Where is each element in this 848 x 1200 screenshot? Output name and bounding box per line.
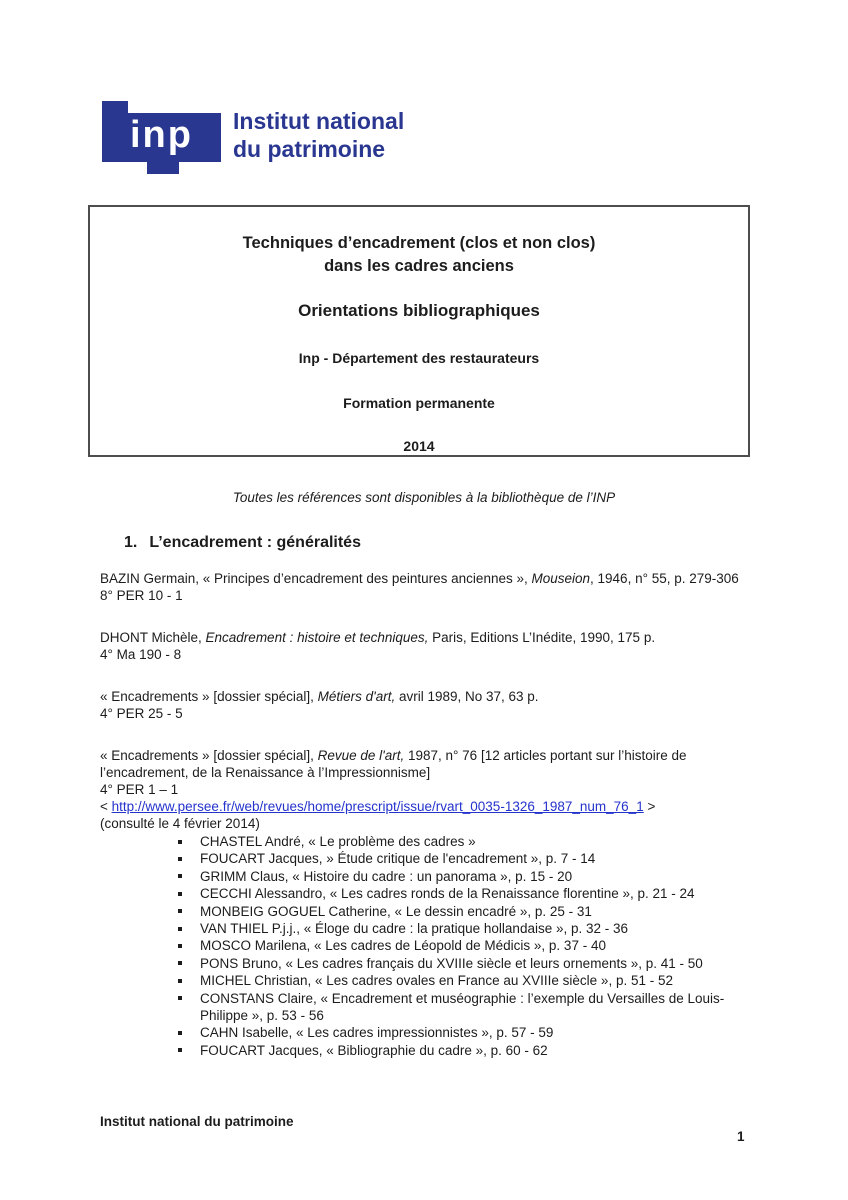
list-item-text: CECCHI Alessandro, « Les cadres ronds de la Renaissance florentine », p. 21 - 24 (200, 886, 695, 902)
page-number: 1 (737, 1129, 745, 1144)
institution-name (233, 107, 404, 163)
list-item-text: MONBEIG GOGUEL Catherine, « Le dessin encadré », p. 25 - 31 (200, 903, 592, 919)
list-item-text: VAN THIEL P.j.j., « Éloge du cadre : la pratique hollandaise », p. 32 - 36 (200, 921, 629, 937)
entry-text: , 1946, n° 55, p. 279-306 (590, 571, 739, 586)
bib-entry-text (100, 629, 754, 646)
institution-name-line1: Institut national (233, 108, 405, 134)
document-subtitle: Orientations bibliographiques (298, 301, 540, 320)
entry-text: avril 1989, No 37, 63 p. (395, 689, 539, 704)
entry-text: DHONT Michèle, (100, 630, 206, 645)
year-line: 2014 (403, 438, 435, 454)
entry-text: « Encadrements » [dossier spécial], (100, 689, 318, 704)
document-title-line2: dans les cadres anciens (324, 257, 514, 275)
list-item (175, 990, 754, 1025)
list-item-text: CAHN Isabelle, « Les cadres impressionnistes », p. 57 - 59 (200, 1025, 554, 1041)
entry-journal: Mouseion (531, 571, 591, 586)
link-line (100, 798, 754, 815)
list-item (175, 1042, 754, 1059)
bullet-icon (178, 892, 182, 896)
list-item (175, 955, 754, 972)
list-item-text: FOUCART Jacques, « Bibliographie du cadre », p. 60 - 62 (200, 1042, 548, 1058)
list-item (175, 903, 754, 920)
call-number: 4° PER 25 - 5 (100, 706, 183, 721)
bullet-icon (178, 874, 182, 878)
bullet-icon (178, 996, 182, 1000)
list-item (175, 972, 754, 989)
list-item-text: MOSCO Marilena, « Les cadres de Léopold de Médicis », p. 37 - 40 (200, 938, 606, 954)
entry-journal: Métiers d'art, (317, 689, 396, 704)
angle-bracket-open: < (100, 799, 112, 814)
entry-text: BAZIN Germain, « Principes d’encadrement des peintures anciennes », (100, 571, 532, 586)
bib-entry-text (100, 688, 754, 705)
angle-bracket-close: > (643, 799, 656, 814)
department-line: Inp - Département des restaurateurs (298, 350, 540, 366)
article-list (100, 833, 754, 1059)
list-item (175, 1024, 754, 1041)
entry-text: 1987, n° 76 [12 articles portant sur l’histoire de l’encadrement, de la Renaissance à l’Impressionnisme] (100, 748, 687, 780)
bullet-icon (178, 1031, 182, 1035)
entry-journal: Revue de l'art, (317, 748, 405, 763)
bib-entry (100, 629, 754, 663)
bullet-icon (178, 979, 182, 983)
call-number: 4° Ma 190 - 8 (100, 647, 182, 662)
list-item-text: GRIMM Claus, « Histoire du cadre : un panorama », p. 15 - 20 (200, 868, 573, 884)
bullet-icon (178, 840, 182, 844)
bib-entry (100, 747, 754, 832)
section-heading (124, 534, 361, 552)
list-item-text: CHASTEL André, « Le problème des cadres » (200, 834, 476, 849)
inp-logo (102, 101, 224, 175)
list-item-text: FOUCART Jacques, » Étude critique de l'encadrement », p. 7 - 14 (200, 851, 596, 867)
list-item (175, 937, 754, 954)
bullet-icon (178, 1048, 182, 1052)
bibliography (100, 570, 754, 1059)
entry-title: Encadrement : histoire et techniques, (205, 630, 429, 645)
program-line: Formation permanente (343, 395, 495, 411)
inp-logo-text: inp (130, 113, 193, 156)
list-item-text: MICHEL Christian, « Les cadres ovales en France au XVIIIe siècle », p. 51 - 52 (200, 973, 673, 989)
bib-entry (100, 570, 754, 604)
bib-entry-text (100, 747, 754, 781)
title-box (88, 205, 750, 457)
document-title (90, 232, 748, 278)
availability-note: Toutes les références sont disponibles à la bibliothèque de l’INP (232, 490, 616, 505)
list-item (175, 850, 754, 867)
document-title-line1: Techniques d’encadrement (clos et non clos) (242, 234, 596, 252)
bib-entry-text (100, 570, 754, 587)
list-item-text: CONSTANS Claire, « Encadrement et muséographie : l’exemple du Versailles de Louis-Philippe », p. 53 - 56 (200, 990, 725, 1024)
inp-logo-bottom-tab (147, 162, 179, 174)
footer-institution: Institut national du patrimoine (100, 1114, 294, 1129)
bullet-icon (178, 961, 182, 965)
bib-entry (100, 688, 754, 722)
list-item (175, 833, 754, 850)
call-number: 4° PER 1 – 1 (100, 782, 179, 797)
list-item (175, 920, 754, 937)
call-number: 8° PER 10 - 1 (100, 588, 183, 603)
section-number: 1. (124, 534, 138, 551)
bullet-icon (178, 944, 182, 948)
institution-name-line2: du patrimoine (233, 136, 386, 162)
consulted-date: (consulté le 4 février 2014) (100, 816, 260, 831)
persee-link[interactable]: http://www.persee.fr/web/revues/home/prescript/issue/rvart_0035-1326_1987_num_76_1 (111, 799, 644, 814)
bullet-icon (178, 857, 182, 861)
list-item (175, 885, 754, 902)
section-title: L’encadrement : généralités (149, 534, 361, 551)
list-item (175, 868, 754, 885)
inp-logo-block (102, 113, 221, 162)
bullet-icon (178, 909, 182, 913)
entry-text: Paris, Editions L’Inédite, 1990, 175 p. (428, 630, 656, 645)
list-item-text: PONS Bruno, « Les cadres français du XVIIIe siècle et leurs ornements », p. 41 - 50 (200, 955, 703, 971)
entry-text: « Encadrements » [dossier spécial], (100, 748, 318, 763)
bullet-icon (178, 927, 182, 931)
